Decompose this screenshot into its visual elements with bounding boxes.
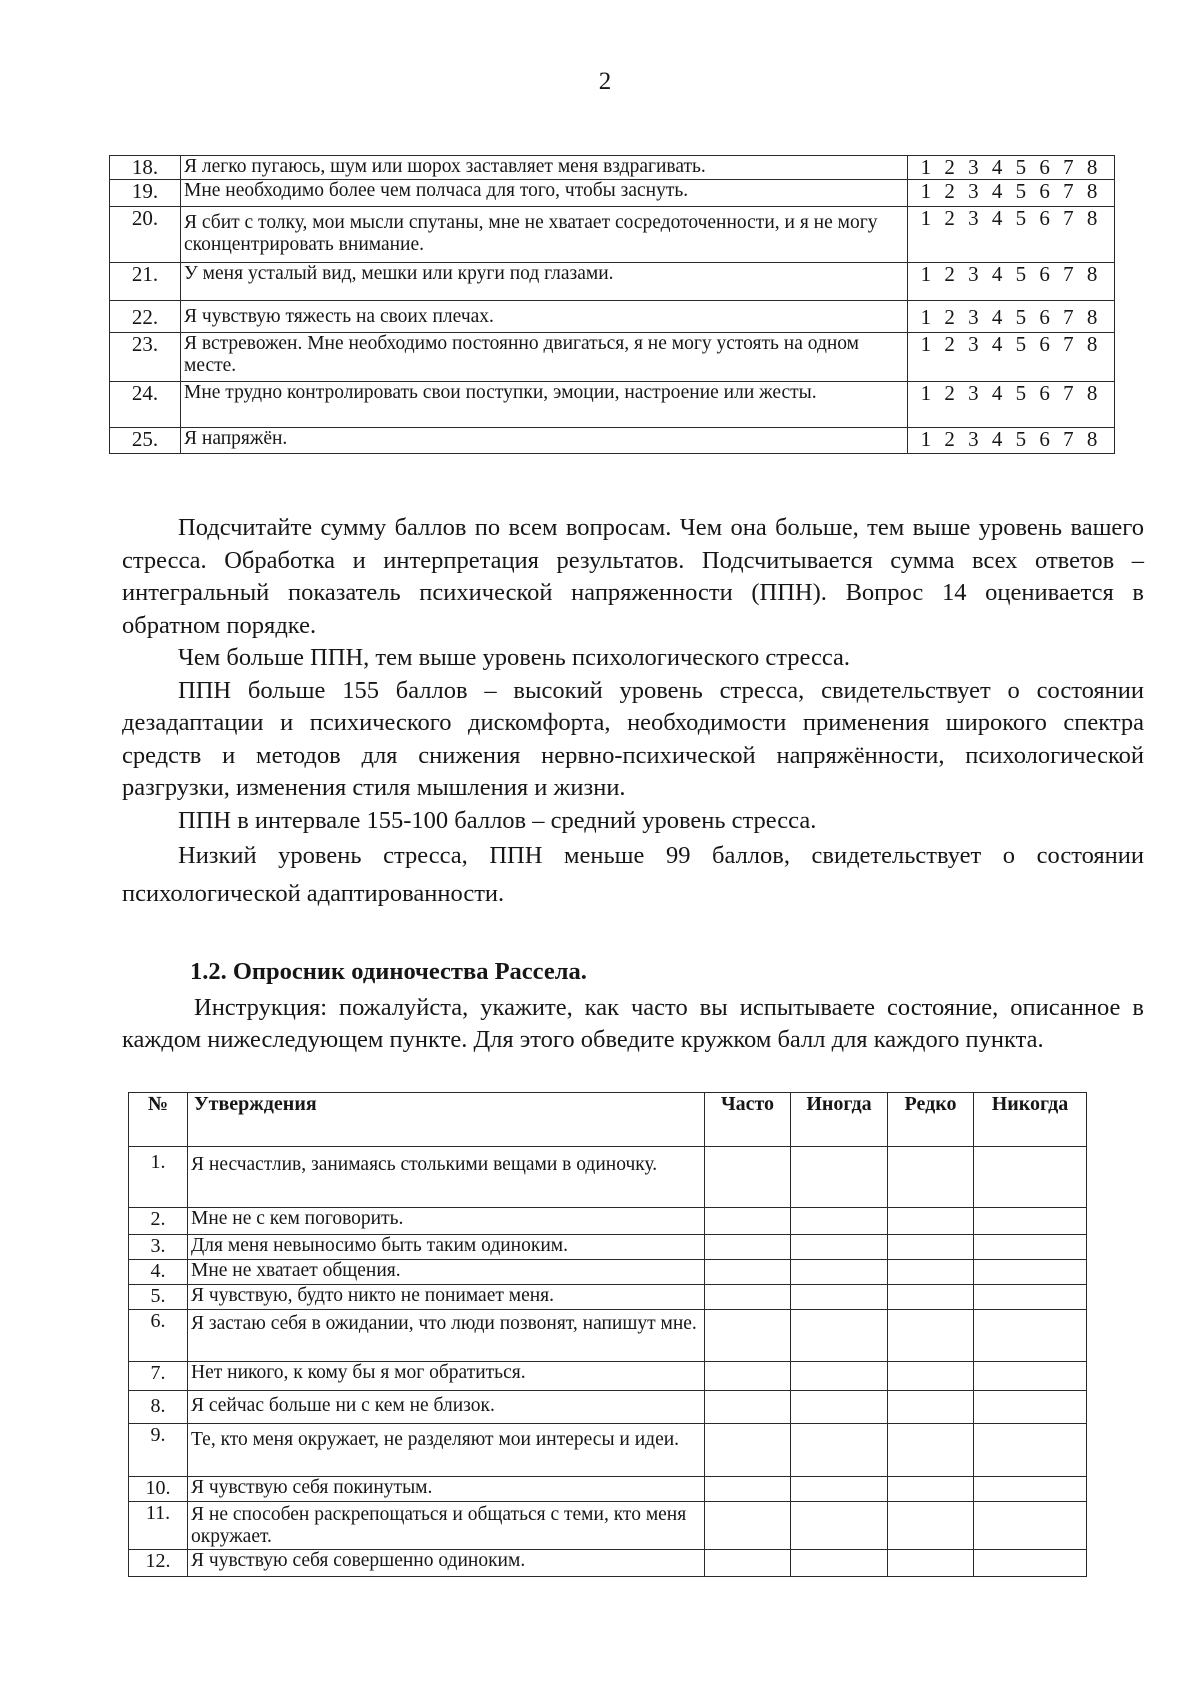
table-row <box>129 1550 1087 1577</box>
row-statement: Те, кто меня окружает, не разделяют мои интересы и идеи. <box>188 1424 705 1477</box>
answer-cell-never[interactable] <box>974 1147 1087 1208</box>
answer-cell-often[interactable] <box>705 1260 791 1285</box>
paragraph-ppn-meaning: Чем больше ППН, тем выше уровень психологического стресса. <box>178 644 851 671</box>
row-statement: Мне трудно контролировать свои поступки, эмоции, настроение или жесты. <box>181 382 908 428</box>
row-number: 20. <box>110 207 181 263</box>
row-scale: 1 2 3 4 5 6 7 8 <box>908 156 1115 180</box>
table-row <box>129 1391 1087 1424</box>
row-number: 23. <box>110 333 181 382</box>
row-statement: Я встревожен. Мне необходимо постоянно двигаться, я не могу устоять на одном месте. <box>181 333 908 382</box>
answer-cell-rarely[interactable] <box>888 1260 974 1285</box>
row-number: 3. <box>129 1235 188 1260</box>
row-number: 24. <box>110 382 181 428</box>
answer-cell-never[interactable] <box>974 1424 1087 1477</box>
table-row <box>129 1235 1087 1260</box>
row-scale: 1 2 3 4 5 6 7 8 <box>908 333 1115 382</box>
table-row <box>129 1502 1087 1550</box>
row-statement: У меня усталый вид, мешки или круги под глазами. <box>181 263 908 301</box>
table-row <box>129 1147 1087 1208</box>
row-scale: 1 2 3 4 5 6 7 8 <box>908 263 1115 301</box>
table-row <box>129 1477 1087 1502</box>
row-statement: Для меня невыносимо быть таким одиноким. <box>188 1235 705 1260</box>
column-header-number: № <box>129 1093 188 1147</box>
row-number: 10. <box>129 1477 188 1502</box>
paragraph-sum-instructions: Подсчитайте сумму баллов по всем вопросам. Чем она больше, тем выше уровень вашего стресса. Обработка и интерпретация результатов. Подсчитывается сумма всех ответов – интегральный показатель психической напряженности (ППН). Вопрос 14 оценивается в обратном порядке. <box>122 514 1144 639</box>
answer-cell-never[interactable] <box>974 1391 1087 1424</box>
row-scale: 1 2 3 4 5 6 7 8 <box>908 382 1115 428</box>
table-row <box>110 382 1115 428</box>
row-statement: Я не способен раскрепощаться и общаться с теми, кто меня окружает. <box>188 1502 705 1550</box>
answer-cell-often[interactable] <box>705 1310 791 1362</box>
row-number: 21. <box>110 263 181 301</box>
table-row <box>129 1208 1087 1235</box>
row-number: 7. <box>129 1362 188 1391</box>
column-header-never: Никогда <box>974 1093 1087 1147</box>
answer-cell-rarely[interactable] <box>888 1147 974 1208</box>
row-number: 5. <box>129 1285 188 1310</box>
answer-cell-often[interactable] <box>705 1477 791 1502</box>
answer-cell-often[interactable] <box>705 1362 791 1391</box>
table-row <box>129 1310 1087 1362</box>
paragraph-medium-stress: ППН в интервале 155-100 баллов – средний уровень стресса. <box>178 806 817 834</box>
column-header-rarely: Редко <box>888 1093 974 1147</box>
answer-cell-sometimes[interactable] <box>791 1362 888 1391</box>
row-number: 18. <box>110 156 181 180</box>
row-scale: 1 2 3 4 5 6 7 8 <box>908 428 1115 454</box>
answer-cell-rarely[interactable] <box>888 1235 974 1260</box>
interpretation-text <box>122 512 1144 913</box>
loneliness-scale-table <box>128 1092 1087 1577</box>
answer-cell-rarely[interactable] <box>888 1362 974 1391</box>
stress-questionnaire-table <box>109 155 1115 454</box>
row-statement: Мне не с кем поговорить. <box>188 1208 705 1235</box>
answer-cell-never[interactable] <box>974 1208 1087 1235</box>
row-statement: Я сейчас больше ни с кем не близок. <box>188 1391 705 1424</box>
row-number: 6. <box>129 1310 188 1362</box>
answer-cell-often[interactable] <box>705 1391 791 1424</box>
answer-cell-never[interactable] <box>974 1362 1087 1391</box>
answer-cell-never[interactable] <box>974 1550 1087 1577</box>
table-row <box>110 333 1115 382</box>
row-number: 11. <box>129 1502 188 1550</box>
answer-cell-never[interactable] <box>974 1285 1087 1310</box>
section-heading: 1.2. Опросник одиночества Рассела. <box>190 958 587 985</box>
table-row <box>110 263 1115 301</box>
answer-cell-sometimes[interactable] <box>791 1502 888 1550</box>
answer-cell-sometimes[interactable] <box>791 1391 888 1424</box>
row-statement: Нет никого, к кому бы я мог обратиться. <box>188 1362 705 1391</box>
row-statement: Я сбит с толку, мои мысли спутаны, мне не хватает сосредоточенности, и я не могу сконцентрировать внимание. <box>181 207 908 263</box>
answer-cell-sometimes[interactable] <box>791 1147 888 1208</box>
page-number: 2 <box>598 68 612 95</box>
answer-cell-never[interactable] <box>974 1235 1087 1260</box>
answer-cell-often[interactable] <box>705 1208 791 1235</box>
table-row <box>110 428 1115 454</box>
answer-cell-never[interactable] <box>974 1477 1087 1502</box>
table-row <box>110 207 1115 263</box>
answer-cell-rarely[interactable] <box>888 1477 974 1502</box>
column-header-statements: Утверждения <box>188 1093 705 1147</box>
answer-cell-sometimes[interactable] <box>791 1477 888 1502</box>
answer-cell-sometimes[interactable] <box>791 1310 888 1362</box>
answer-cell-sometimes[interactable] <box>791 1235 888 1260</box>
answer-cell-never[interactable] <box>974 1502 1087 1550</box>
row-statement: Я несчастлив, занимаясь столькими вещами в одиночку. <box>188 1147 705 1208</box>
row-number: 4. <box>129 1260 188 1285</box>
answer-cell-rarely[interactable] <box>888 1424 974 1477</box>
row-number: 2. <box>129 1208 188 1235</box>
answer-cell-often[interactable] <box>705 1502 791 1550</box>
row-scale: 1 2 3 4 5 6 7 8 <box>908 180 1115 207</box>
row-statement: Я чувствую себя совершенно одиноким. <box>188 1550 705 1577</box>
answer-cell-rarely[interactable] <box>888 1208 974 1235</box>
answer-cell-often[interactable] <box>705 1424 791 1477</box>
answer-cell-often[interactable] <box>705 1285 791 1310</box>
row-statement: Я напряжён. <box>181 428 908 454</box>
row-number: 8. <box>129 1391 188 1424</box>
row-scale: 1 2 3 4 5 6 7 8 <box>908 301 1115 333</box>
answer-cell-often[interactable] <box>705 1147 791 1208</box>
answer-cell-often[interactable] <box>705 1235 791 1260</box>
row-number: 12. <box>129 1550 188 1577</box>
row-statement: Мне необходимо более чем полчаса для того, чтобы заснуть. <box>181 180 908 207</box>
answer-cell-sometimes[interactable] <box>791 1550 888 1577</box>
row-number: 19. <box>110 180 181 207</box>
answer-cell-rarely[interactable] <box>888 1550 974 1577</box>
table-row <box>110 301 1115 333</box>
column-header-often: Часто <box>705 1093 791 1147</box>
answer-cell-rarely[interactable] <box>888 1310 974 1362</box>
row-statement: Я легко пугаюсь, шум или шорох заставляет меня вздрагивать. <box>181 156 908 180</box>
paragraph-low-stress: Низкий уровень стресса, ППН меньше 99 баллов, свидетельствует о состоянии психологической адаптированности. <box>122 842 1144 907</box>
table-row <box>129 1424 1087 1477</box>
table-row <box>110 156 1115 180</box>
row-statement: Я чувствую, будто никто не понимает меня. <box>188 1285 705 1310</box>
answer-cell-sometimes[interactable] <box>791 1285 888 1310</box>
column-header-sometimes: Иногда <box>791 1093 888 1147</box>
answer-cell-sometimes[interactable] <box>791 1424 888 1477</box>
row-statement: Я застаю себя в ожидании, что люди позвонят, напишут мне. <box>188 1310 705 1362</box>
row-scale: 1 2 3 4 5 6 7 8 <box>908 207 1115 263</box>
row-number: 9. <box>129 1424 188 1477</box>
answer-cell-never[interactable] <box>974 1260 1087 1285</box>
table-row <box>110 180 1115 207</box>
table-row <box>129 1260 1087 1285</box>
row-number: 25. <box>110 428 181 454</box>
answer-cell-rarely[interactable] <box>888 1502 974 1550</box>
row-statement: Я чувствую себя покинутым. <box>188 1477 705 1502</box>
row-number: 1. <box>129 1147 188 1208</box>
answer-cell-sometimes[interactable] <box>791 1208 888 1235</box>
answer-cell-never[interactable] <box>974 1310 1087 1362</box>
row-statement: Мне не хватает общения. <box>188 1260 705 1285</box>
row-statement: Я чувствую тяжесть на своих плечах. <box>181 301 908 333</box>
section-instruction: Инструкция: пожалуйста, укажите, как часто вы испытываете состояние, описанное в каждом нижеследующем пункте. Для этого обведите кружком балл для каждого пункта. <box>122 994 1144 1053</box>
table-row <box>129 1362 1087 1391</box>
table-header-row <box>129 1093 1087 1147</box>
paragraph-high-stress: ППН больше 155 баллов – высокий уровень стресса, свидетельствует о состоянии дезадаптации и психического дискомфорта, необходимости применения широкого спектра средств и методов для снижения нервно-психической напряжённости, психологической разгрузки, изменения стиля мышления и жизни. <box>122 676 1144 801</box>
answer-cell-rarely[interactable] <box>888 1391 974 1424</box>
answer-cell-often[interactable] <box>705 1550 791 1577</box>
answer-cell-sometimes[interactable] <box>791 1260 888 1285</box>
row-number: 22. <box>110 301 181 333</box>
answer-cell-rarely[interactable] <box>888 1285 974 1310</box>
table-row <box>129 1285 1087 1310</box>
